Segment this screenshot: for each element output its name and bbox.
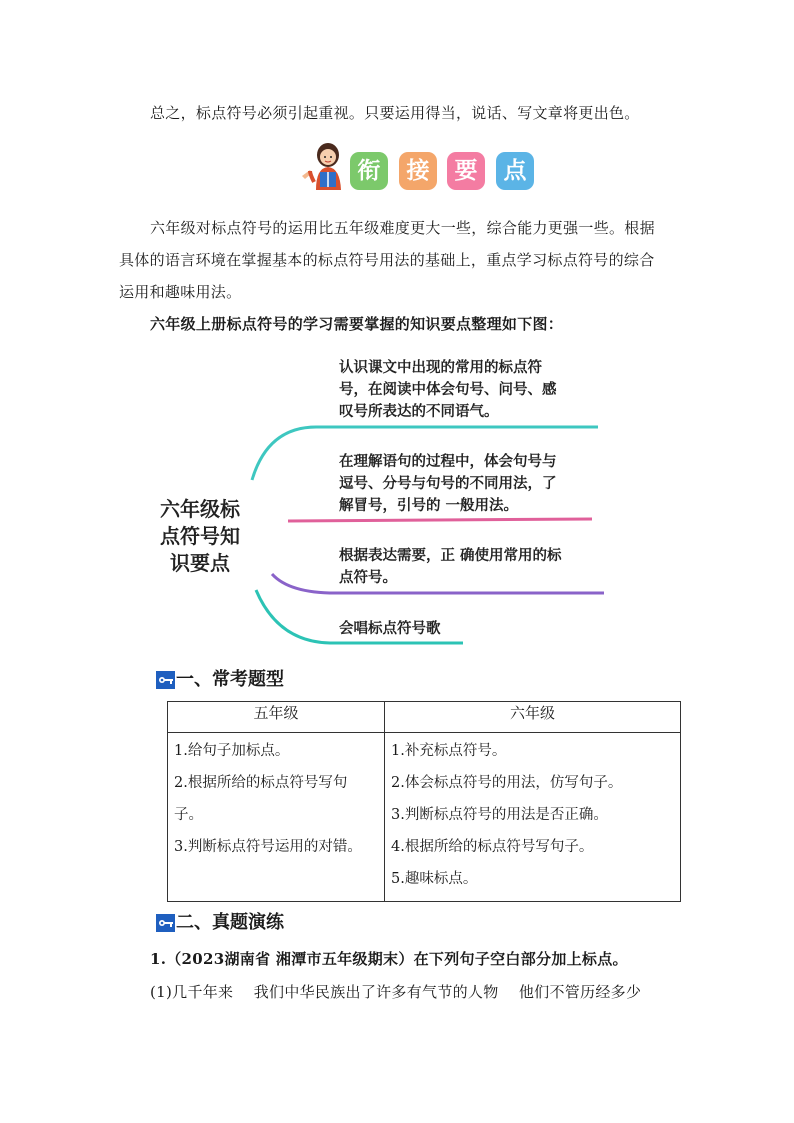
mindmap-center-line-3: 识要点 <box>170 551 230 575</box>
grade6-item-4: 4.根据所给的标点符号写句子。 <box>391 839 594 855</box>
para-line-2: 具体的语言环境在掌握基本的标点符号用法的基础上，重点学习标点符号的综合 <box>119 251 655 269</box>
branch-text-2 <box>339 451 557 517</box>
grade5-item-1: 1.给句子加标点。 <box>174 743 290 759</box>
branch-text-3 <box>339 545 562 589</box>
para-line-3: 运用和趣味用法。 <box>119 283 242 301</box>
title-tile-2: 接 <box>399 152 437 190</box>
branch-text-4 <box>339 618 441 640</box>
mindmap-center <box>150 496 250 577</box>
branch-1-line-2: 号，在阅读中体会句号、问号、感 <box>339 382 557 398</box>
branch-text-1 <box>339 357 557 423</box>
grade5-cell <box>168 733 385 902</box>
table-header-row <box>168 702 681 733</box>
branch-line-2 <box>288 519 592 521</box>
grade5-item-3: 3.判断标点符号运用的对错。 <box>174 839 362 855</box>
section-key-icon-2 <box>156 914 175 932</box>
table-header-grade6: 六年级 <box>385 702 681 733</box>
branch-1-line-1: 认识课文中出现的常用的标点符 <box>339 360 542 376</box>
question-1: 1.（2023湖南省 湘潭市五年级期末）在下列句子空白部分加上标点。 <box>150 950 628 968</box>
title-tile-4: 点 <box>496 152 534 190</box>
mindmap-caption: 六年级上册标点符号的学习需要掌握的知识要点整理如下图： <box>150 315 564 333</box>
para-line-1: 六年级对标点符号的运用比五年级难度更大一些，综合能力更强一些。根据 <box>150 219 655 237</box>
grade5-item-2-cont: 子。 <box>174 807 203 823</box>
section-2-title: 二、真题演练 <box>176 912 284 933</box>
branch-4-line-1: 会唱标点符号歌 <box>339 621 441 637</box>
branch-3-line-2: 点符号。 <box>339 570 397 586</box>
mindmap-center-line-1: 六年级标 <box>160 497 240 521</box>
branch-2-line-1: 在理解语句的过程中，体会句号与 <box>339 454 557 470</box>
section-1-title: 一、常考题型 <box>176 669 284 690</box>
title-tile-3: 要 <box>447 152 485 190</box>
question-type-table <box>167 701 681 902</box>
section-key-icon <box>156 671 175 689</box>
question-1-sub-1: (1)几千年来 我们中华民族出了许多有气节的人物 他们不管历经多少 <box>150 983 642 1001</box>
summary-text: 总之，标点符号必须引起重视。只要运用得当，说话、写文章将更出色。 <box>150 104 640 122</box>
grade6-item-5: 5.趣味标点。 <box>391 871 478 887</box>
branch-2-line-3: 解冒号，引号的 一般用法。 <box>339 498 519 514</box>
branch-1-line-3: 叹号所表达的不同语气。 <box>339 404 499 420</box>
mindmap-center-line-2: 点符号知 <box>160 524 240 548</box>
branch-3-line-1: 根据表达需要，正 确使用常用的标 <box>339 548 562 564</box>
grade6-item-1: 1.补充标点符号。 <box>391 743 507 759</box>
table-header-grade5: 五年级 <box>168 702 385 733</box>
grade6-item-2: 2.体会标点符号的用法，仿写句子。 <box>391 775 623 791</box>
table-row <box>168 733 681 902</box>
grade6-cell <box>385 733 681 902</box>
branch-2-line-2: 逗号、分号与句号的不同用法，了 <box>339 476 557 492</box>
grade6-item-3: 3.判断标点符号的用法是否正确。 <box>391 807 608 823</box>
title-tile-1: 衔 <box>350 152 388 190</box>
grade5-item-2: 2.根据所给的标点符号写句 <box>174 775 348 791</box>
